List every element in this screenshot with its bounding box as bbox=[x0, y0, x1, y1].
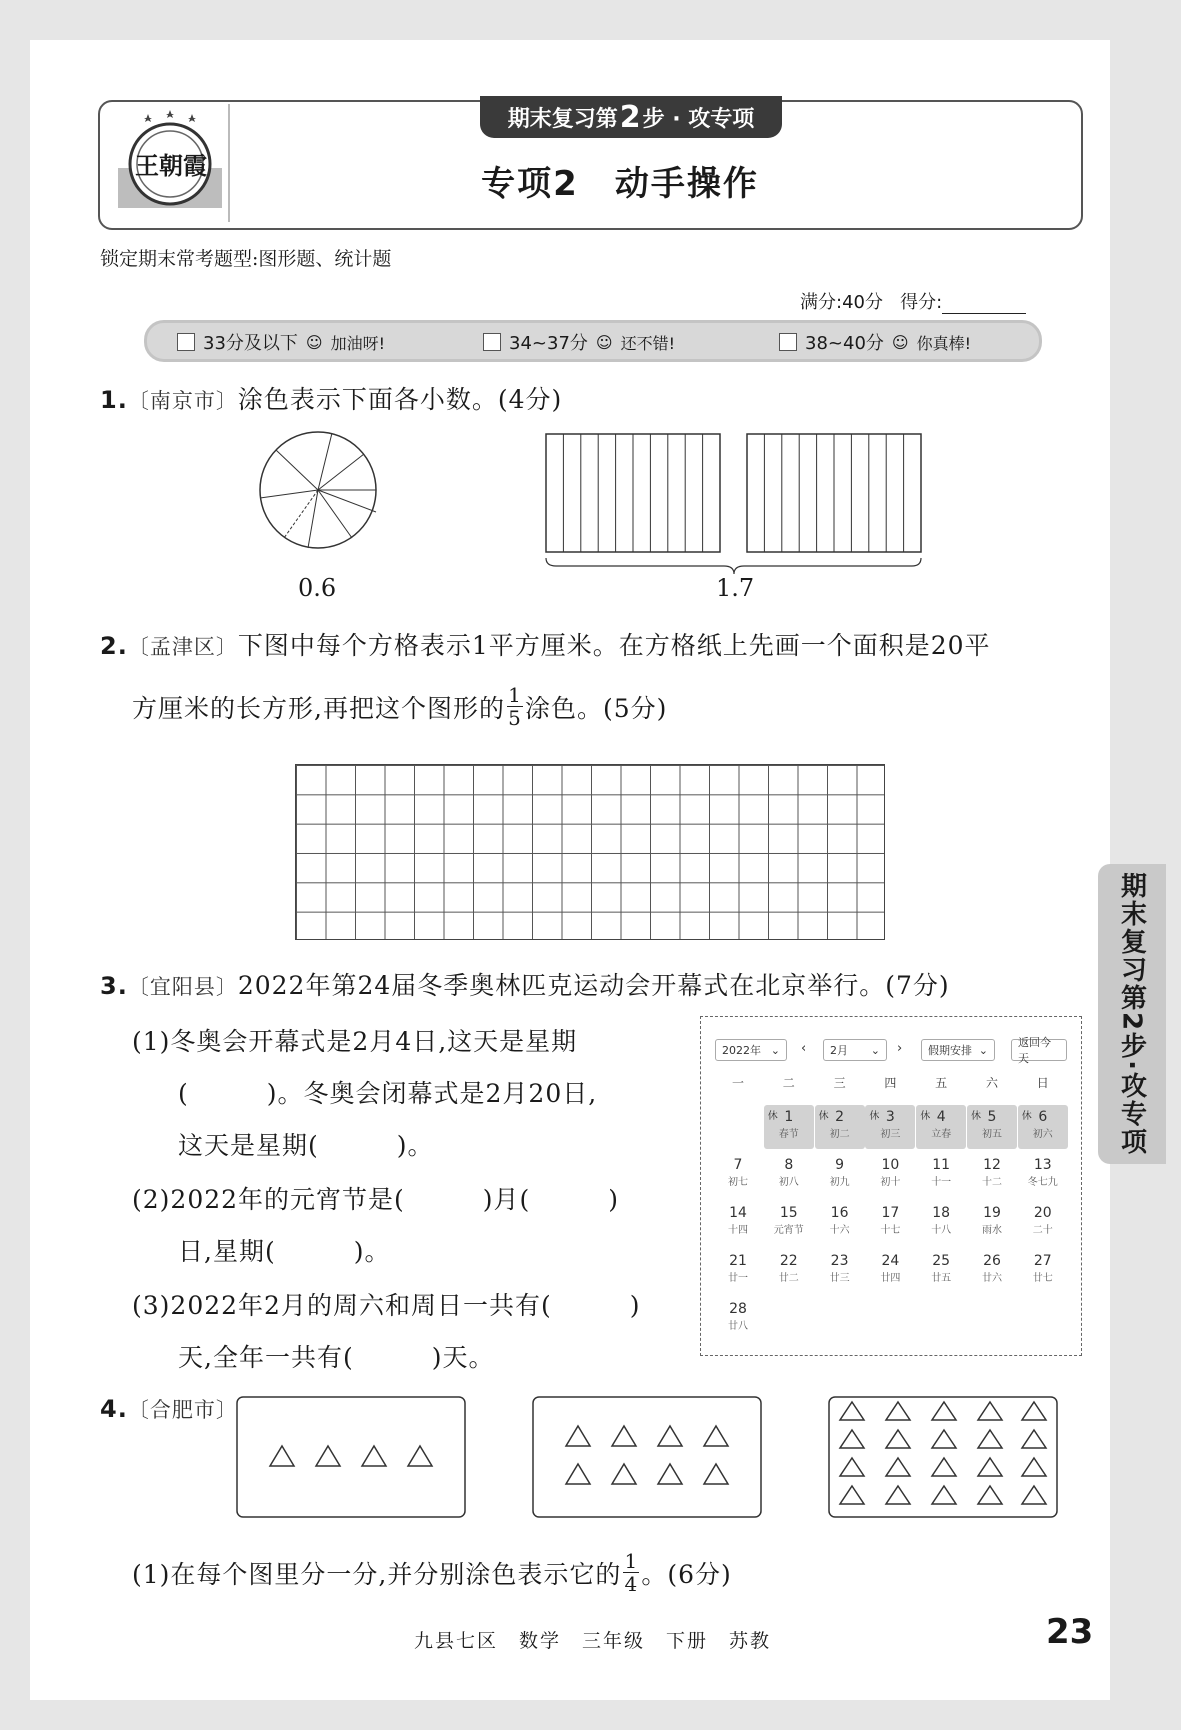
calendar-day[interactable] bbox=[967, 1201, 1017, 1245]
calendar-day[interactable] bbox=[1018, 1105, 1068, 1149]
full-score: 满分:40分 bbox=[800, 292, 883, 313]
day-number: 20 bbox=[1033, 1205, 1052, 1221]
question-number: 2. bbox=[100, 632, 128, 660]
day-number: 22 bbox=[779, 1253, 798, 1269]
rating-comment: 加油呀! bbox=[330, 333, 386, 353]
day-number: 25 bbox=[932, 1253, 951, 1269]
lunar-date: 初七 bbox=[728, 1177, 748, 1188]
year-select[interactable] bbox=[715, 1039, 787, 1061]
smile-icon: ☺ bbox=[305, 332, 323, 352]
calendar-day[interactable] bbox=[764, 1249, 814, 1293]
calendar-day[interactable] bbox=[916, 1249, 966, 1293]
day-number: 18 bbox=[932, 1205, 951, 1221]
lunar-date: 廿三 bbox=[829, 1273, 850, 1284]
calendar-day[interactable] bbox=[713, 1297, 763, 1341]
year-value: 2022年 bbox=[722, 1044, 761, 1057]
day-number: 5 bbox=[987, 1109, 997, 1125]
rest-badge: 休 bbox=[1021, 1111, 1032, 1122]
header-step-tab bbox=[480, 96, 782, 138]
holiday-select[interactable] bbox=[921, 1039, 995, 1061]
day-number: 6 bbox=[1038, 1109, 1048, 1125]
rating-range: 33分及以下 bbox=[203, 333, 298, 354]
lunar-date: 十八 bbox=[931, 1225, 952, 1236]
calendar-day[interactable] bbox=[967, 1153, 1017, 1197]
bar-label: 1.7 bbox=[716, 574, 755, 602]
score-blank[interactable] bbox=[942, 297, 1026, 314]
lunar-date: 十二 bbox=[981, 1177, 1002, 1188]
calendar-day[interactable] bbox=[865, 1105, 915, 1149]
lunar-date: 十七 bbox=[880, 1225, 901, 1236]
smile-icon: ☺ bbox=[891, 332, 909, 352]
score-line bbox=[800, 288, 1026, 314]
chevron-down-icon: ⌄ bbox=[770, 1043, 780, 1057]
question-text: 方厘米的长方形,再把这个图形的 bbox=[132, 693, 505, 723]
circle-diagram[interactable] bbox=[256, 428, 382, 554]
calendar-widget bbox=[700, 1016, 1082, 1356]
question-number: 3. bbox=[100, 972, 128, 1000]
day-number: 21 bbox=[729, 1253, 747, 1269]
lunar-date: 雨水 bbox=[981, 1225, 1002, 1236]
lunar-date: 廿四 bbox=[880, 1273, 901, 1284]
calendar-week bbox=[713, 1153, 1069, 1197]
page-title: 专项2 动手操作 bbox=[481, 164, 759, 204]
lunar-date: 廿六 bbox=[981, 1273, 1002, 1284]
rest-badge: 休 bbox=[970, 1111, 981, 1122]
calendar-week bbox=[713, 1297, 1069, 1341]
calendar-day[interactable] bbox=[865, 1249, 915, 1293]
q3-part2-line2: 日,星期( )。 bbox=[178, 1237, 391, 1266]
triangle-box-4[interactable] bbox=[236, 1396, 466, 1518]
triangle-box-8[interactable] bbox=[532, 1396, 762, 1518]
day-number: 1 bbox=[784, 1109, 794, 1125]
tab-suffix: 步 · 攻专项 bbox=[642, 106, 755, 132]
rating-comment: 还不错! bbox=[620, 333, 675, 353]
lunar-date: 初六 bbox=[1032, 1129, 1053, 1140]
tab-step: 2 bbox=[619, 99, 641, 135]
day-number: 23 bbox=[830, 1253, 849, 1269]
question-1 bbox=[100, 380, 562, 416]
question-source: 〔南京市〕 bbox=[127, 389, 238, 413]
calendar-day[interactable] bbox=[713, 1249, 763, 1293]
lunar-date: 十一 bbox=[931, 1177, 952, 1188]
weekday: 一 bbox=[731, 1076, 744, 1090]
day-number: 24 bbox=[881, 1253, 900, 1269]
lunar-date: 十六 bbox=[829, 1225, 850, 1236]
lunar-date: 冬七九 bbox=[1027, 1177, 1058, 1188]
prev-month-icon[interactable]: ‹ bbox=[801, 1041, 807, 1056]
weekday: 五 bbox=[935, 1076, 948, 1090]
rest-badge: 休 bbox=[818, 1111, 829, 1122]
fraction-numerator: 1 bbox=[508, 683, 522, 707]
month-select[interactable] bbox=[823, 1039, 887, 1061]
tab-prefix: 期末复习第 bbox=[507, 106, 618, 132]
lunar-date: 廿七 bbox=[1032, 1273, 1053, 1284]
q3-part3-line2: 天,全年一共有( )天。 bbox=[178, 1343, 495, 1372]
q3-part1-line2: ( )。冬奥会闭幕式是2月20日, bbox=[178, 1079, 598, 1108]
q4-part1 bbox=[132, 1550, 732, 1595]
lunar-date: 十四 bbox=[728, 1225, 748, 1236]
weekday: 三 bbox=[833, 1076, 846, 1090]
calendar-day[interactable] bbox=[916, 1105, 966, 1149]
triangle-box-20[interactable] bbox=[828, 1396, 1058, 1518]
rating-comment: 你真棒! bbox=[916, 333, 971, 353]
calendar-day[interactable] bbox=[815, 1249, 865, 1293]
calendar-week bbox=[713, 1249, 1069, 1293]
bar-diagram[interactable] bbox=[542, 432, 922, 578]
lunar-date: 春节 bbox=[778, 1129, 799, 1140]
q3-part2-line1: (2)2022年的元宵节是( )月( ) bbox=[132, 1185, 620, 1214]
question-text: 。(6分) bbox=[641, 1559, 732, 1589]
calendar-day[interactable] bbox=[916, 1201, 966, 1245]
calendar-day[interactable] bbox=[815, 1105, 865, 1149]
question-text: 涂色表示下面各小数。(4分) bbox=[237, 385, 563, 414]
lunar-date: 初三 bbox=[880, 1129, 901, 1140]
fraction-denominator: 4 bbox=[624, 1572, 639, 1596]
q3-part1-line1: (1)冬奥会开幕式是2月4日,这天是星期 bbox=[132, 1027, 578, 1056]
day-number: 4 bbox=[936, 1109, 946, 1125]
day-number: 19 bbox=[983, 1205, 1001, 1221]
lunar-date: 立春 bbox=[931, 1129, 952, 1140]
today-button[interactable]: 返回今天 bbox=[1011, 1039, 1067, 1061]
lunar-date: 元宵节 bbox=[773, 1225, 804, 1236]
day-number: 10 bbox=[881, 1157, 900, 1173]
day-number: 7 bbox=[733, 1157, 743, 1173]
holiday-value: 假期安排 bbox=[928, 1044, 972, 1057]
question-text: (1)在每个图里分一分,并分别涂色表示它的 bbox=[132, 1559, 622, 1589]
rest-badge: 休 bbox=[920, 1111, 931, 1122]
rating-range: 38~40分 bbox=[805, 333, 884, 354]
question-text: 下图中每个方格表示1平方厘米。在方格纸上先画一个面积是20平 bbox=[237, 631, 991, 660]
grid-paper[interactable] bbox=[295, 764, 885, 940]
calendar-day[interactable] bbox=[815, 1153, 865, 1197]
circle-label: 0.6 bbox=[298, 574, 337, 602]
weekday: 四 bbox=[884, 1076, 897, 1090]
logo-text: 王朝霞 bbox=[135, 151, 207, 180]
chevron-down-icon: ⌄ bbox=[870, 1043, 880, 1057]
calendar-day[interactable] bbox=[916, 1153, 966, 1197]
side-chapter-tab: 期末复习第2步·攻专项 bbox=[1098, 864, 1166, 1164]
day-number: 9 bbox=[835, 1157, 845, 1173]
calendar-day[interactable] bbox=[764, 1201, 814, 1245]
calendar-day[interactable] bbox=[713, 1201, 763, 1245]
day-number: 27 bbox=[1033, 1253, 1052, 1269]
chevron-down-icon: ⌄ bbox=[978, 1043, 988, 1057]
day-number: 2 bbox=[835, 1109, 845, 1125]
calendar-week bbox=[713, 1201, 1069, 1245]
day-number: 11 bbox=[932, 1157, 951, 1173]
rest-badge: 休 bbox=[869, 1111, 880, 1122]
q3-part3-line1: (3)2022年2月的周六和周日一共有( ) bbox=[132, 1291, 641, 1320]
lunar-date: 初九 bbox=[829, 1177, 850, 1188]
day-number: 28 bbox=[729, 1301, 747, 1317]
question-text: 2022年第24届冬季奥林匹克运动会开幕式在北京举行。(7分) bbox=[237, 971, 950, 1000]
question-number: 1. bbox=[100, 386, 128, 414]
checkbox[interactable] bbox=[483, 333, 501, 351]
lunar-date: 初八 bbox=[778, 1177, 799, 1188]
checkbox[interactable] bbox=[177, 333, 195, 351]
lunar-date: 廿一 bbox=[728, 1273, 748, 1284]
lunar-date: 二十 bbox=[1032, 1225, 1053, 1236]
calendar-day[interactable] bbox=[1018, 1153, 1068, 1197]
calendar-day[interactable] bbox=[865, 1201, 915, 1245]
rating-bar bbox=[144, 320, 1042, 362]
question-text: 涂色。(5分) bbox=[524, 693, 668, 723]
calendar-day[interactable] bbox=[967, 1105, 1017, 1149]
lunar-date: 初五 bbox=[981, 1129, 1002, 1140]
page-number: 23 bbox=[1046, 1612, 1094, 1652]
question-source: 〔宜阳县〕 bbox=[127, 975, 238, 999]
question-source: 〔合肥市〕 bbox=[127, 1398, 238, 1422]
day-number: 26 bbox=[983, 1253, 1001, 1269]
empty-day bbox=[713, 1105, 763, 1149]
calendar-day[interactable] bbox=[967, 1249, 1017, 1293]
footer-info: 九县七区 数学 三年级 下册 苏教 bbox=[414, 1630, 772, 1652]
smile-icon: ☺ bbox=[595, 332, 613, 352]
score-label: 得分: bbox=[900, 292, 943, 313]
calendar-week bbox=[713, 1105, 1069, 1149]
question-2-line2 bbox=[132, 684, 667, 729]
next-month-icon[interactable]: › bbox=[897, 1041, 903, 1056]
calendar-day[interactable] bbox=[1018, 1249, 1068, 1293]
fraction-denominator: 5 bbox=[508, 706, 522, 730]
fraction-numerator: 1 bbox=[624, 1549, 639, 1573]
lunar-date: 廿五 bbox=[931, 1273, 952, 1284]
question-3 bbox=[100, 966, 950, 1002]
rest-badge: 休 bbox=[767, 1111, 778, 1122]
calendar-day[interactable] bbox=[815, 1201, 865, 1245]
calendar-day[interactable] bbox=[865, 1153, 915, 1197]
q3-part1-line3: 这天是星期( )。 bbox=[178, 1131, 434, 1160]
day-number: 16 bbox=[830, 1205, 849, 1221]
lunar-date: 初十 bbox=[880, 1177, 901, 1188]
question-2 bbox=[100, 626, 991, 662]
rating-item[interactable] bbox=[779, 329, 971, 355]
question-source: 〔孟津区〕 bbox=[127, 635, 238, 659]
calendar-day[interactable] bbox=[764, 1105, 814, 1149]
checkbox[interactable] bbox=[779, 333, 797, 351]
question-number: 4. bbox=[100, 1395, 128, 1423]
day-number: 3 bbox=[885, 1109, 895, 1125]
lunar-date: 廿八 bbox=[728, 1321, 748, 1332]
logo-divider bbox=[228, 104, 230, 222]
calendar-day[interactable] bbox=[764, 1153, 814, 1197]
rating-item[interactable] bbox=[483, 329, 675, 355]
weekday-header bbox=[713, 1071, 1069, 1095]
rating-item[interactable] bbox=[177, 329, 385, 355]
subtitle: 锁定期末常考题型:图形题、统计题 bbox=[100, 248, 392, 270]
month-value: 2月 bbox=[830, 1044, 848, 1057]
calendar-day[interactable] bbox=[713, 1153, 763, 1197]
question-4 bbox=[100, 1394, 238, 1424]
lunar-date: 初二 bbox=[829, 1129, 850, 1140]
weekday: 二 bbox=[782, 1076, 795, 1090]
day-number: 14 bbox=[729, 1205, 747, 1221]
lunar-date: 廿二 bbox=[778, 1273, 799, 1284]
fraction bbox=[623, 1550, 639, 1595]
day-number: 12 bbox=[983, 1157, 1001, 1173]
weekday: 日 bbox=[1036, 1076, 1049, 1090]
calendar-day[interactable] bbox=[1018, 1201, 1068, 1245]
day-number: 13 bbox=[1033, 1157, 1052, 1173]
day-number: 15 bbox=[779, 1205, 798, 1221]
weekday: 六 bbox=[985, 1076, 998, 1090]
day-number: 17 bbox=[881, 1205, 900, 1221]
fraction bbox=[507, 684, 523, 729]
rating-range: 34~37分 bbox=[509, 333, 588, 354]
day-number: 8 bbox=[784, 1157, 794, 1173]
